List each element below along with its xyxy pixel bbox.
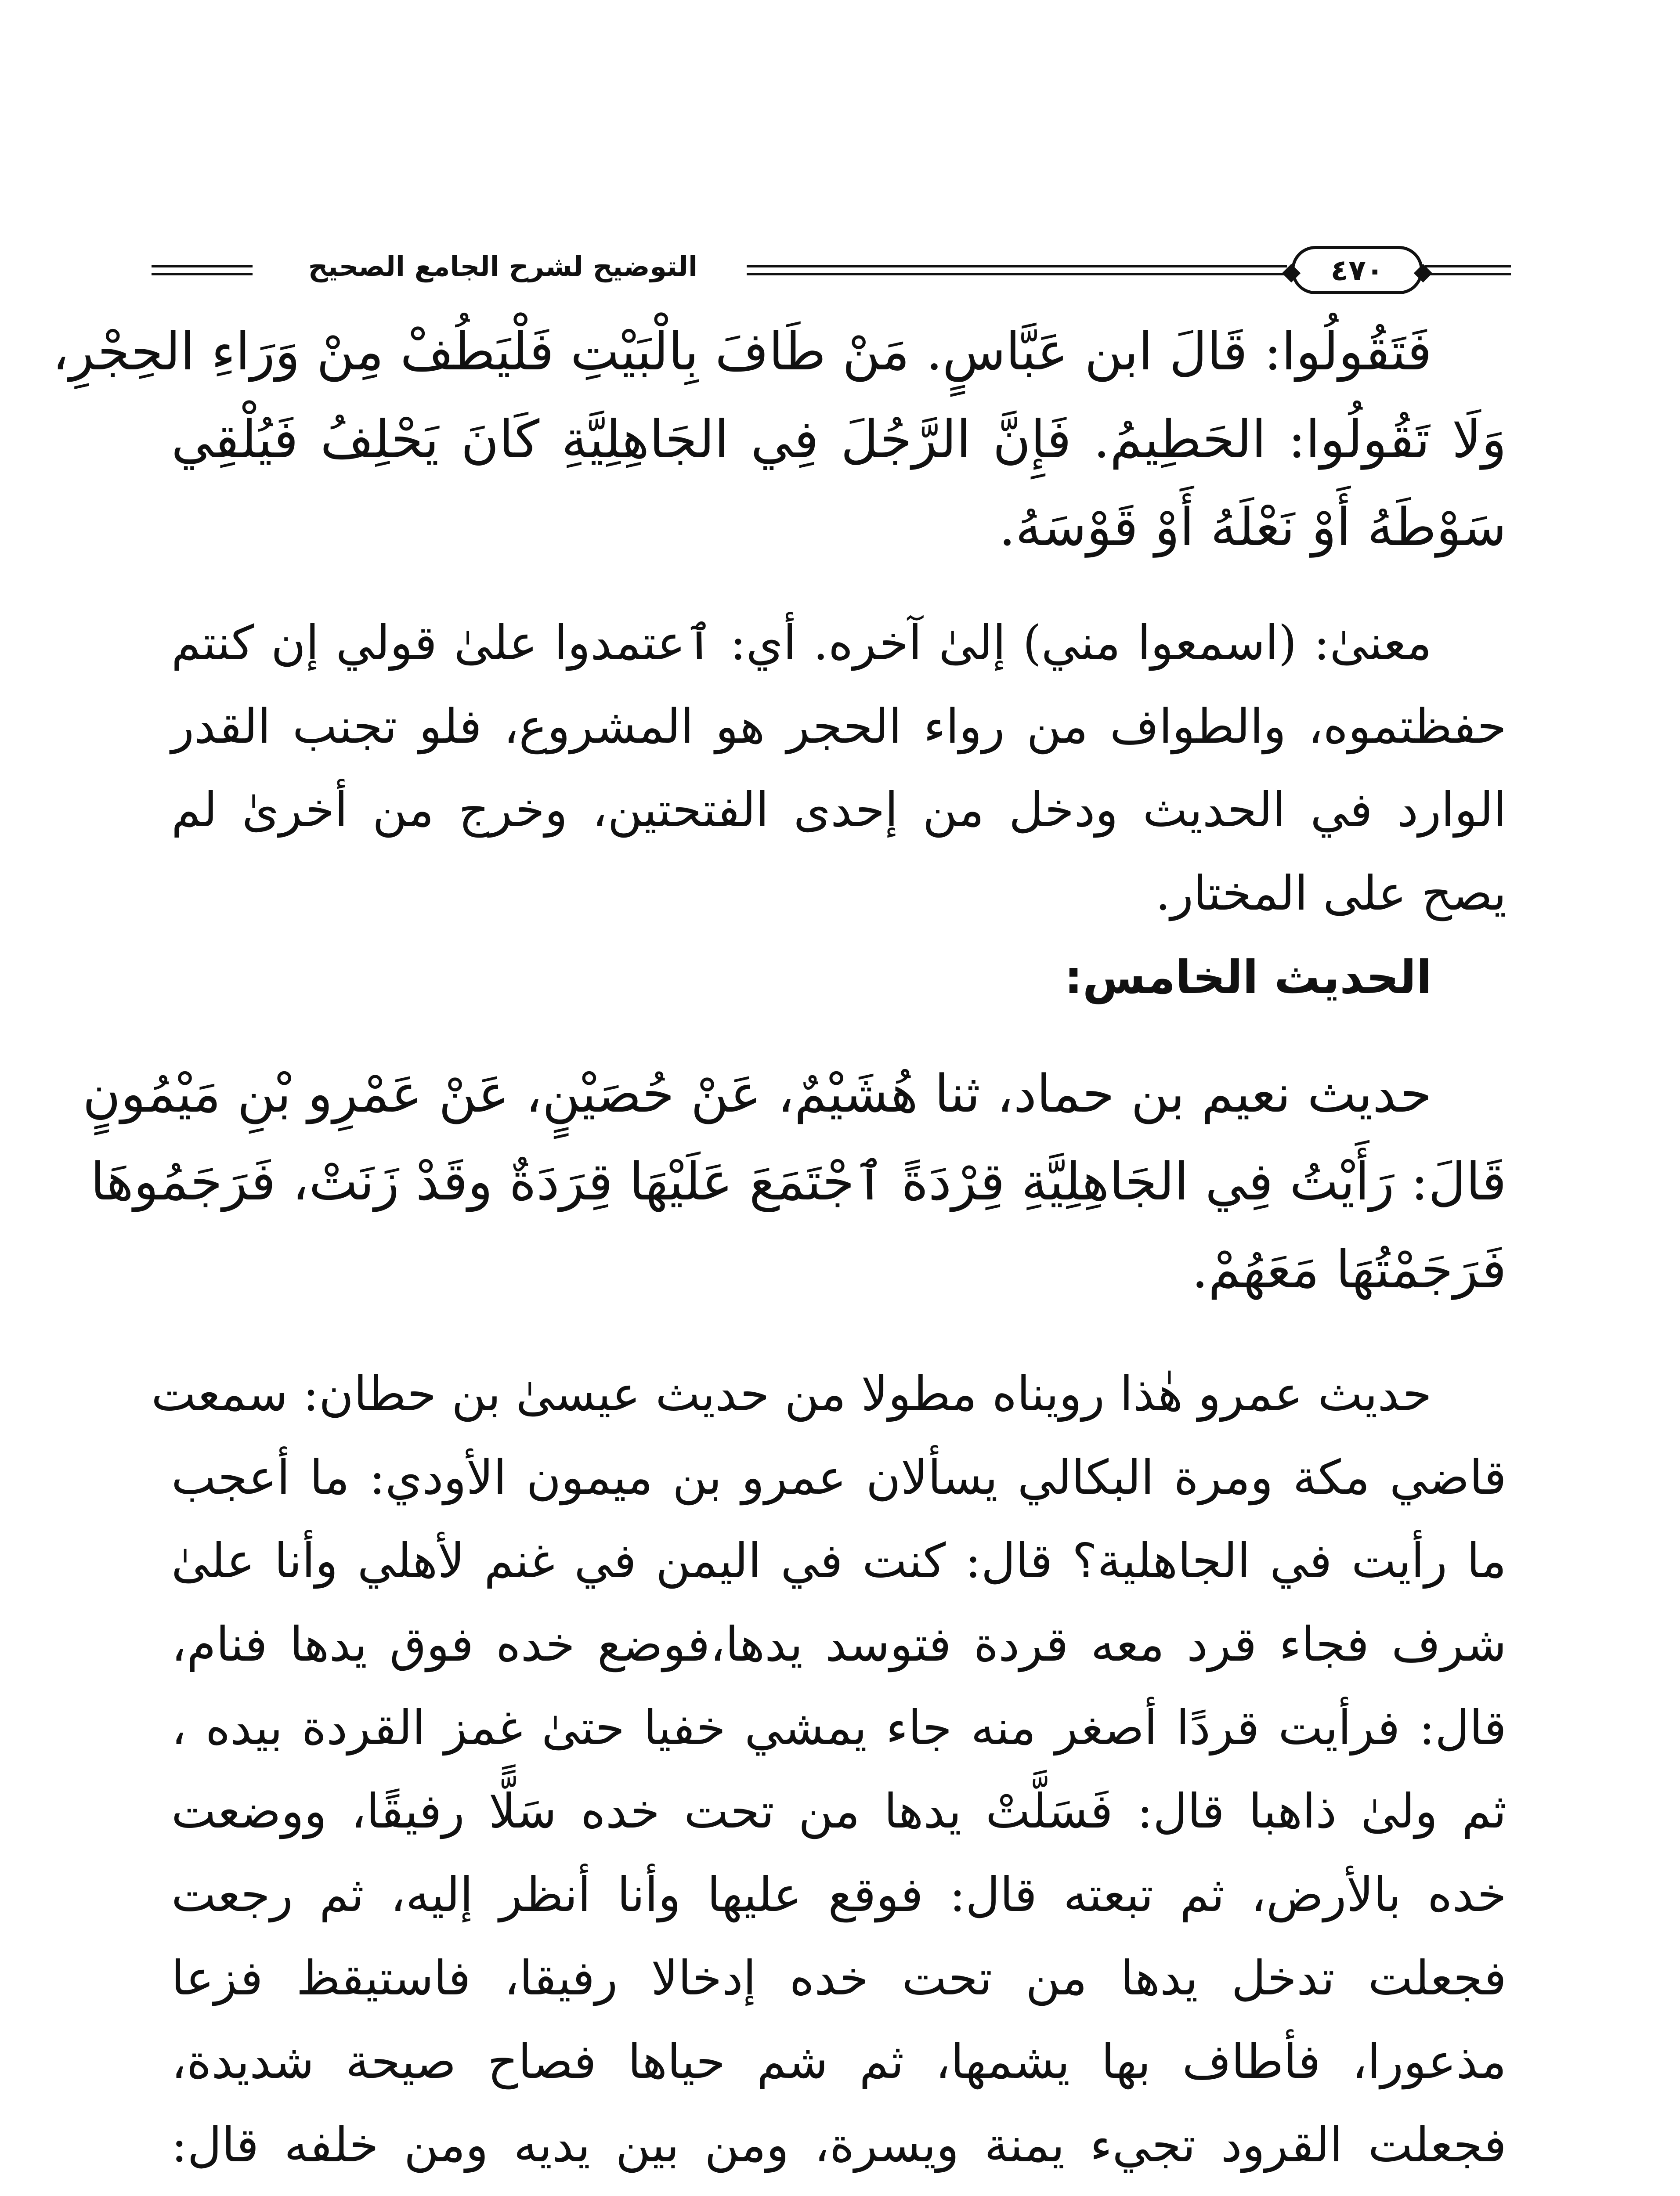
- text-line: فَرَجَمْتُهَا مَعَهُمْ.: [1192, 1239, 1507, 1300]
- text-line: معنىٰ: (اسمعوا مني) إلىٰ آخره. أي: ٱعتمدوا علىٰ قولي إن كنتم: [171, 616, 1432, 671]
- page-header: [152, 246, 1511, 294]
- text-line: وَلَا تَقُولُوا: الحَطِيمُ. فَإِنَّ الرَّجُلَ فِي الجَاهِلِيَّةِ كَانَ يَحْلِفُ فَيُلْقِي: [171, 409, 1507, 470]
- hadith-quote-1: [52, 307, 1507, 571]
- page-number: ٤٧٠: [1291, 246, 1423, 294]
- page-body: [52, 307, 1507, 2196]
- text-line: فَتَقُولُوا: قَالَ ابن عَبَّاسٍ. مَنْ طَافَ بِالْبَيْتِ فَلْيَطُفْ مِنْ وَرَاءِ الحِجْرِ،: [52, 321, 1432, 382]
- header-rule-right: [1425, 265, 1511, 275]
- text-line: قال: فرأيت قردًا أصغر منه جاء يمشي خفيا حتىٰ غمز القردة بيده ،: [171, 1701, 1507, 1755]
- commentary-paragraph-1: [171, 602, 1507, 935]
- text-line: فجعلت تدخل يدها من تحت خده إدخالا رفيقا، فاستيقظ فزعا: [171, 1951, 1507, 2006]
- section-heading: الحديث الخامس:: [1064, 950, 1432, 1004]
- text-line: سَوْطَهُ أَوْ نَعْلَهُ أَوْ قَوْسَهُ.: [999, 497, 1507, 557]
- text-line: مذعورا، فأطاف بها يشمها، ثم شم حياها فصاح صيحة شديدة،: [171, 2034, 1507, 2089]
- text-line: يصح على المختار.: [1155, 866, 1507, 921]
- text-line: شرف فجاء قرد معه قردة فتوسد يدها،فوضع خده فوق يدها فنام،: [171, 1617, 1507, 1672]
- text-line: حفظتموه، والطواف من رواء الحجر هو المشروع، فلو تجنب القدر: [171, 699, 1507, 754]
- header-rule-middle: [747, 265, 1287, 275]
- hadith-quote-2: [83, 1050, 1507, 1313]
- text-line: قاضي مكة ومرة البكالي يسألان عمرو بن ميمون الأودي: ما أعجب: [171, 1450, 1507, 1505]
- text-line: خده بالأرض، ثم تبعته قال: فوقع عليها وأنا أنظر إليه، ثم رجعت: [171, 1867, 1507, 1922]
- text-line: حديث نعيم بن حماد، ثنا هُشَيْمٌ، عَنْ حُصَيْنٍ، عَنْ عَمْرِو بْنِ مَيْمُونٍ: [83, 1063, 1432, 1124]
- text-line: ثم ولىٰ ذاهبا قال: فَسَلَّتْ يدها من تحت خده سَلًّا رفيقًا، ووضعت: [171, 1784, 1507, 1839]
- commentary-paragraph-2: [151, 1353, 1507, 2196]
- text-line: [171, 2187, 1507, 2196]
- running-title: التوضيح لشرح الجامع الصحيح: [308, 250, 698, 282]
- text-line: فجعلت القرود تجيء يمنة ويسرة، ومن بين يديه ومن خلفه قال:: [171, 2118, 1507, 2173]
- text-line: قَالَ: رَأَيْتُ فِي الجَاهِلِيَّةِ قِرْدَةً ٱجْتَمَعَ عَلَيْهَا قِرَدَةٌ وقَدْ زَنَتْ، فَرَجَمُوهَا: [90, 1151, 1507, 1212]
- header-rule-left: [152, 265, 253, 275]
- text-line: ما رأيت في الجاهلية؟ قال: كنت في اليمن في غنم لأهلي وأنا علىٰ: [171, 1534, 1507, 1589]
- text-line: الوارد في الحديث ودخل من إحدى الفتحتين، وخرج من أخرىٰ لم: [171, 783, 1507, 838]
- text-line: حديث عمرو هٰذا رويناه مطولا من حديث عيسىٰ بن حطان: سمعت: [151, 1367, 1432, 1422]
